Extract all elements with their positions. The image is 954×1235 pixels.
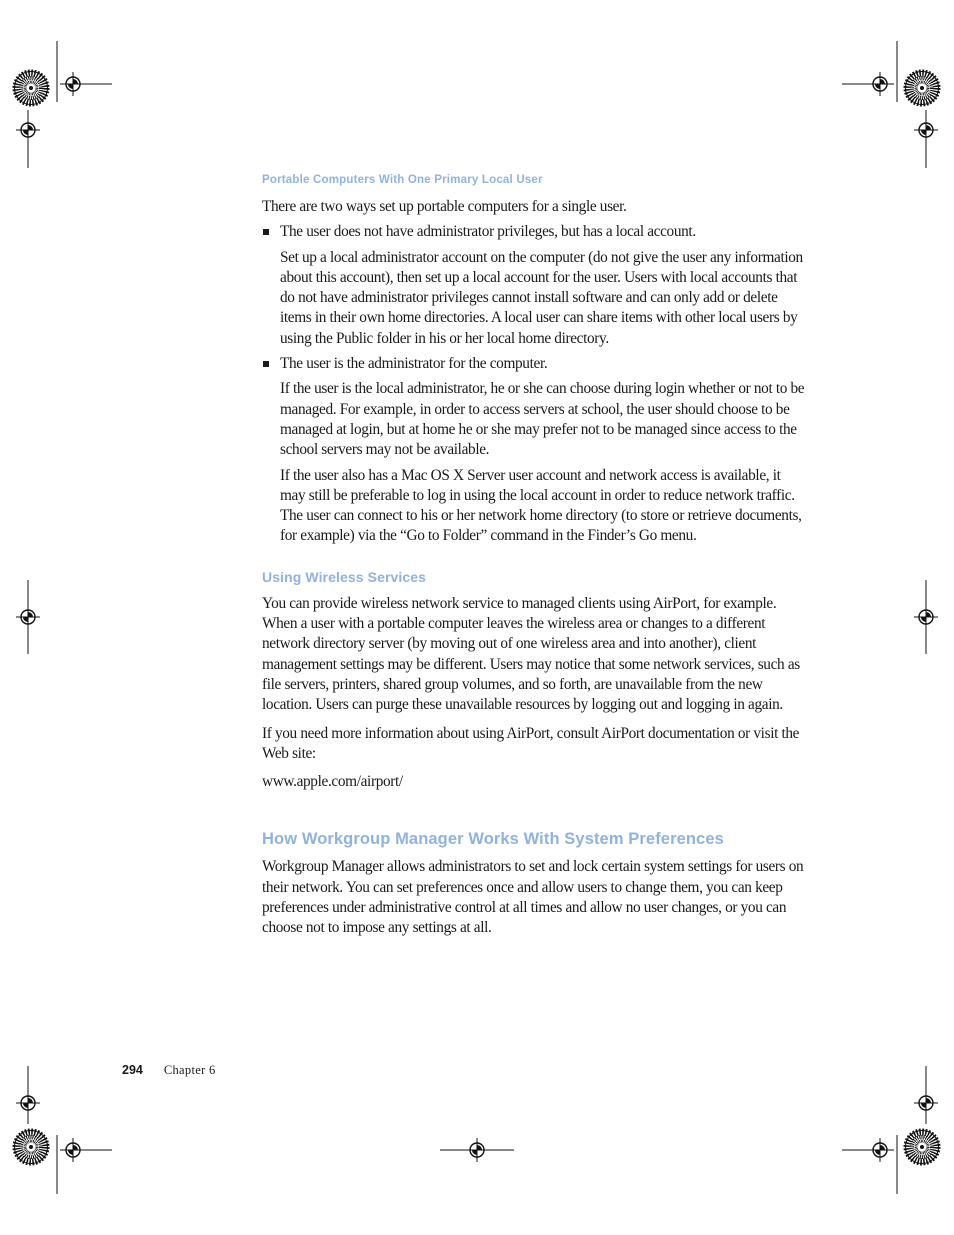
- bullet-label: The user is the administrator for the computer.: [280, 355, 548, 373]
- registration-mark-icon: [868, 1138, 892, 1162]
- star-target-icon: [15, 72, 48, 105]
- bullet-square: [263, 229, 269, 235]
- registration-mark-icon: [61, 1138, 85, 1162]
- bullet-label: The user does not have administrator privileges, but has a local account.: [280, 223, 696, 241]
- wireless-paragraph: If you need more information about using AirPort, consult AirPort documentation or visit the Web site:: [262, 724, 800, 762]
- star-target-icon: [15, 1131, 48, 1164]
- chapter-label: Chapter 6: [163, 1063, 216, 1077]
- registration-mark-icon: [61, 72, 85, 96]
- star-target-icon: [906, 72, 939, 105]
- section-heading-portable: Portable Computers With One Primary Local User: [262, 174, 543, 186]
- registration-mark-icon: [868, 72, 892, 96]
- page-footer: [122, 1063, 216, 1078]
- page-number: 294: [122, 1063, 143, 1077]
- bullet-paragraph: Set up a local administrator account on the computer (do not give the user any information about this account), then set up a local account for the user. Users with local accounts that do not have administrator privileges cannot install software and can only add or delete items in their own home directories. A local user can share items with other local users by using the Public folder in his or her local home directory.: [280, 248, 803, 347]
- registration-mark-icon: [16, 118, 40, 142]
- registration-mark-icon: [16, 605, 40, 629]
- bullet-paragraph: If the user is the local administrator, he or she can choose during login whether or not to be managed. For example, in order to access servers at school, the user should choose to be managed at login, but at home he or she may prefer not to be managed since access to the school servers may not be available.: [280, 380, 805, 459]
- registration-mark-icon: [465, 1138, 489, 1162]
- bullet-paragraph: If the user also has a Mac OS X Server user account and network access is available, it may still be preferable to log in using the local account in order to reduce network traffic. The user can connect to his or her network home directory (to store or retrieve documents, for example) via the “Go to Folder” command in the Finder’s Go menu.: [280, 466, 802, 545]
- registration-mark-icon: [16, 1091, 40, 1115]
- airport-url[interactable]: www.apple.com/airport/: [262, 773, 403, 791]
- wireless-paragraph: You can provide wireless network service to managed clients using AirPort, for example. When a user with a portable computer leaves the wireless area or changes to a different network directory server (by moving out of one wireless area and into another), client management settings may be different. Users may notice that some network services, such as file servers, printers, shared group volumes, and so forth, are unavailable from the new location. Users can purge these unavailable resources by logging out and logging in again.: [262, 594, 800, 714]
- bullet-square: [263, 361, 269, 367]
- section-heading-wireless: Using Wireless Services: [262, 568, 427, 585]
- registration-mark-icon: [914, 605, 938, 629]
- workgroup-paragraph: Workgroup Manager allows administrators to set and lock certain system settings for users on their network. You can set preferences once and allow users to change them, you can keep preferences under administrative control at all times and allow no user changes, or you can choose not to impose any settings at all.: [262, 858, 804, 937]
- registration-mark-icon: [914, 118, 938, 142]
- page-body: [262, 170, 807, 939]
- bullet-item: [262, 354, 807, 374]
- section-heading-workgroup: How Workgroup Manager Works With System Preferences: [262, 830, 724, 849]
- star-target-icon: [906, 1131, 939, 1164]
- bullet-item: [262, 222, 807, 242]
- portable-intro: There are two ways set up portable computers for a single user.: [262, 198, 627, 215]
- registration-mark-icon: [914, 1091, 938, 1115]
